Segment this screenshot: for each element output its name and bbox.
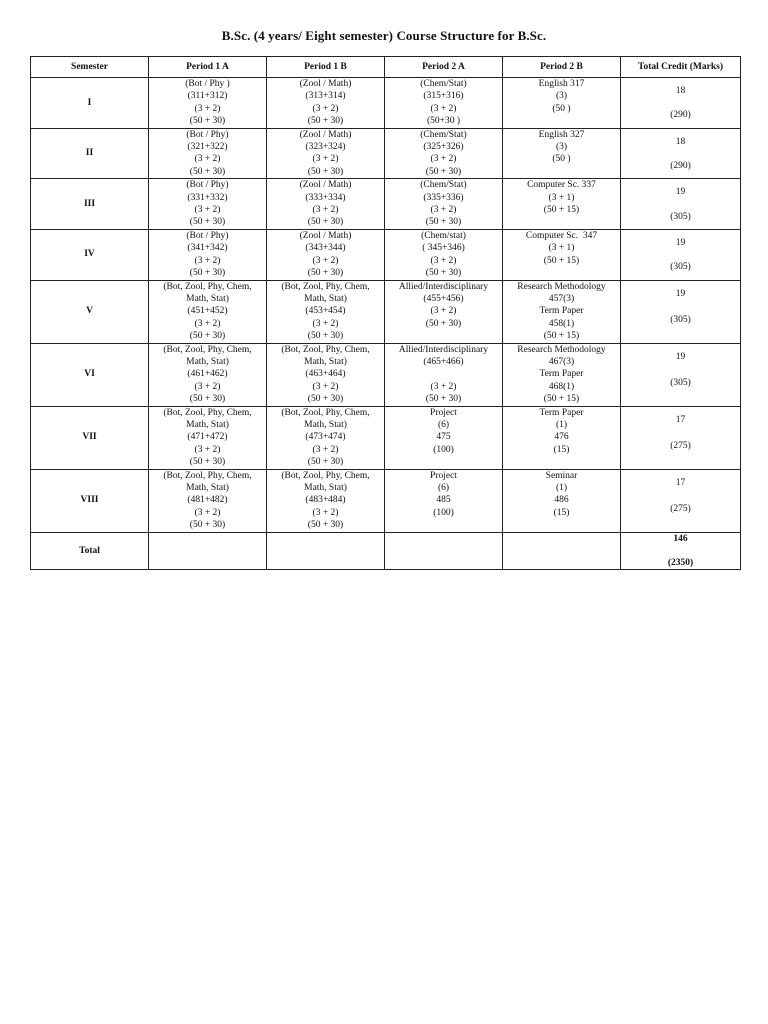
cell-line: Project	[430, 470, 457, 481]
total-empty-cell	[267, 532, 385, 570]
cell-line: (50 + 30)	[307, 457, 344, 468]
cell-line: (50 + 30)	[307, 394, 344, 405]
cell-line: (3 + 2)	[194, 154, 221, 165]
cell-line: Seminar	[545, 470, 578, 481]
period-2b-cell	[503, 179, 621, 230]
total-credit-cell	[621, 532, 741, 570]
cell-line: (313+314)	[305, 91, 346, 102]
cell-line: (Bot, Zool, Phy, Chem,	[281, 344, 370, 355]
cell-line: (473+474)	[305, 432, 346, 443]
cell-line: (50 + 15)	[543, 205, 580, 216]
header-total-credit: Total Credit (Marks)	[621, 57, 741, 78]
cell-line: (3 + 1)	[548, 192, 575, 203]
cell-line: (100)	[433, 507, 454, 518]
cell-line: (3 + 2)	[312, 318, 339, 329]
cell-line: (6)	[437, 419, 450, 430]
cell-line: Allied/Interdisciplinary	[398, 281, 489, 292]
total-empty-cell	[385, 532, 503, 570]
period-1b-cell	[267, 128, 385, 179]
cell-line: Term Paper	[539, 407, 584, 418]
credit-value: 17	[675, 477, 686, 488]
marks-value: (305)	[670, 211, 691, 222]
total-credit: 146	[673, 533, 688, 544]
cell-line: (3 + 2)	[430, 255, 457, 266]
cell-line: Project	[430, 407, 457, 418]
cell-line: (6)	[437, 483, 450, 493]
header-period-2a: Period 2 A	[385, 57, 503, 78]
cell-line: (15)	[553, 507, 570, 518]
period-1a-cell	[149, 78, 267, 129]
cell-line: (3 + 2)	[312, 103, 339, 114]
marks-value: (305)	[670, 314, 691, 325]
table-row	[31, 179, 741, 230]
cell-line: Research Methodology	[517, 281, 606, 292]
table-header-row	[31, 57, 741, 78]
cell-line: Term Paper	[539, 306, 584, 317]
cell-line: Math, Stat)	[304, 419, 347, 430]
total-credit-cell	[621, 280, 741, 343]
credit-value: 17	[675, 414, 686, 425]
total-row	[31, 532, 741, 570]
semester-label: VI	[31, 343, 149, 406]
cell-line: 457(3)	[548, 293, 575, 304]
cell-line: (323+324)	[305, 142, 346, 153]
cell-line: (461+462)	[187, 369, 228, 380]
cell-line: Allied/Interdisciplinary	[398, 344, 489, 355]
period-1b-cell	[267, 343, 385, 406]
cell-line: (315+316)	[423, 91, 464, 102]
cell-line: (333+334)	[305, 192, 346, 203]
marks-value: (305)	[670, 262, 691, 273]
cell-line: (50 + 30)	[189, 394, 226, 405]
cell-line: Math, Stat)	[186, 483, 229, 493]
cell-line: (50 + 30)	[425, 217, 462, 228]
cell-line: (Bot / Phy )	[185, 79, 230, 89]
period-1b-cell	[267, 406, 385, 469]
total-credit-cell	[621, 469, 741, 532]
cell-line: Math, Stat)	[304, 483, 347, 493]
cell-line: Computer Sc. 347	[525, 230, 598, 241]
cell-line: (335+336)	[423, 192, 464, 203]
cell-line: (3 + 2)	[312, 154, 339, 165]
cell-line: 458(1)	[548, 318, 575, 329]
period-1b-cell	[267, 179, 385, 230]
cell-line: (451+452)	[187, 306, 228, 317]
cell-line: (50 + 15)	[543, 255, 580, 266]
marks-value: (290)	[670, 110, 691, 121]
cell-line: (50 + 30)	[307, 331, 344, 342]
credit-value: 19	[675, 237, 686, 248]
period-2b-cell	[503, 229, 621, 280]
credit-value: 19	[675, 187, 686, 198]
cell-line: (3 + 1)	[548, 243, 575, 254]
cell-line: (471+472)	[187, 432, 228, 443]
period-1a-cell	[149, 280, 267, 343]
cell-line: 467(3)	[548, 356, 575, 367]
marks-value: (275)	[670, 440, 691, 451]
cell-line: (343+344)	[305, 243, 346, 254]
table-row	[31, 280, 741, 343]
cell-line: 468(1)	[548, 381, 575, 392]
semester-label: III	[31, 179, 149, 230]
period-1b-cell	[267, 280, 385, 343]
cell-line: (Chem/Stat)	[420, 180, 467, 191]
cell-line: Math, Stat)	[186, 356, 229, 367]
table-row	[31, 343, 741, 406]
period-2b-cell	[503, 469, 621, 532]
total-credit-cell	[621, 406, 741, 469]
table-row	[31, 78, 741, 129]
cell-line: (463+464)	[305, 369, 346, 380]
period-2b-cell	[503, 128, 621, 179]
header-period-1b: Period 1 B	[267, 57, 385, 78]
total-credit-cell	[621, 343, 741, 406]
period-2a-cell	[385, 78, 503, 129]
period-2a-cell	[385, 280, 503, 343]
semester-label: IV	[31, 229, 149, 280]
cell-line: (50 + 30)	[307, 520, 344, 531]
credit-value: 18	[675, 86, 686, 96]
semester-label: VII	[31, 406, 149, 469]
total-empty-cell	[503, 532, 621, 570]
cell-line: (Bot, Zool, Phy, Chem,	[163, 407, 252, 418]
cell-line: 476	[554, 432, 569, 443]
cell-line: (3 + 2)	[194, 318, 221, 329]
cell-line: (3 + 2)	[312, 507, 339, 518]
cell-line: (50 + 30)	[189, 331, 226, 342]
period-2a-cell	[385, 128, 503, 179]
cell-line: (311+312)	[187, 91, 228, 102]
cell-line	[387, 368, 500, 380]
cell-line: Term Paper	[539, 369, 584, 380]
cell-line: (3 + 2)	[194, 205, 221, 216]
cell-line: (50 + 15)	[543, 331, 580, 342]
semester-label: I	[31, 78, 149, 129]
total-credit-cell	[621, 229, 741, 280]
cell-line: Math, Stat)	[304, 356, 347, 367]
period-1b-cell	[267, 229, 385, 280]
total-credit-cell	[621, 128, 741, 179]
cell-line: (Bot / Phy)	[186, 230, 229, 241]
cell-line: (50 + 30)	[425, 318, 462, 329]
period-1a-cell	[149, 406, 267, 469]
period-1a-cell	[149, 179, 267, 230]
marks-value: (305)	[670, 377, 691, 388]
period-1a-cell	[149, 469, 267, 532]
cell-line: (Bot, Zool, Phy, Chem,	[281, 470, 370, 481]
cell-line: (50 + 30)	[189, 520, 226, 531]
cell-line: (100)	[433, 444, 454, 455]
cell-line: (3)	[555, 91, 568, 102]
cell-line: (50 + 30)	[307, 268, 344, 279]
cell-line: (Bot, Zool, Phy, Chem,	[281, 281, 370, 292]
cell-line: ( 345+346)	[422, 243, 465, 254]
cell-line: (341+342)	[187, 243, 228, 254]
cell-line: (3 + 2)	[194, 103, 221, 114]
cell-line: (Chem/stat)	[421, 230, 466, 241]
cell-line: (Zool / Math)	[299, 79, 352, 89]
cell-line: (50 )	[552, 103, 571, 114]
cell-line: (Bot, Zool, Phy, Chem,	[281, 407, 370, 418]
cell-line: (50 )	[552, 154, 571, 165]
table-row	[31, 469, 741, 532]
cell-line: (50 + 30)	[425, 394, 462, 405]
credit-value: 18	[675, 136, 686, 147]
cell-line: (3 + 2)	[194, 255, 221, 266]
header-period-1a: Period 1 A	[149, 57, 267, 78]
cell-line: (Chem/Stat)	[420, 129, 467, 140]
total-label: Total	[31, 532, 149, 570]
cell-line: (3 + 2)	[194, 444, 221, 455]
cell-line: (453+454)	[305, 306, 346, 317]
cell-line: (1)	[555, 419, 568, 430]
cell-line: (50 + 30)	[189, 166, 226, 177]
cell-line: (50 + 30)	[189, 116, 226, 127]
table-row	[31, 406, 741, 469]
period-2a-cell	[385, 229, 503, 280]
document-title: B.Sc. (4 years/ Eight semester) Course Structure for B.Sc.	[221, 28, 547, 43]
cell-line: (15)	[553, 444, 570, 455]
marks-value: (275)	[670, 504, 691, 514]
cell-line: 485	[436, 495, 451, 506]
cell-line: (325+326)	[423, 142, 464, 153]
cell-line: (50 + 30)	[189, 457, 226, 468]
credit-value: 19	[675, 351, 686, 362]
cell-line: (Bot, Zool, Phy, Chem,	[163, 344, 252, 355]
cell-line: (3)	[555, 142, 568, 153]
semester-label: II	[31, 128, 149, 179]
period-2b-cell	[503, 406, 621, 469]
marks-value: (290)	[670, 161, 691, 172]
cell-line: (Zool / Math)	[299, 129, 352, 140]
table-row	[31, 128, 741, 179]
cell-line: (1)	[555, 483, 568, 493]
cell-line: 475	[436, 432, 451, 443]
cell-line: (50 + 30)	[307, 116, 344, 127]
period-1a-cell	[149, 343, 267, 406]
cell-line: (465+466)	[423, 356, 464, 367]
cell-line: Computer Sc. 337	[527, 180, 596, 191]
cell-line: (50 + 15)	[543, 394, 580, 405]
cell-line: (321+322)	[187, 142, 228, 153]
cell-line: (50 + 30)	[307, 217, 344, 228]
header-period-2b: Period 2 B	[503, 57, 621, 78]
period-2b-cell	[503, 78, 621, 129]
period-2b-cell	[503, 280, 621, 343]
cell-line: (3 + 2)	[430, 381, 457, 392]
cell-line: (50+30 )	[426, 116, 461, 127]
cell-line: (483+484)	[305, 495, 346, 506]
total-credit-cell	[621, 78, 741, 129]
cell-line: (50 + 30)	[189, 268, 226, 279]
period-1b-cell	[267, 78, 385, 129]
period-1b-cell	[267, 469, 385, 532]
cell-line: (Bot, Zool, Phy, Chem,	[163, 281, 252, 292]
cell-line: Math, Stat)	[186, 293, 229, 304]
cell-line: (Chem/Stat)	[420, 79, 467, 89]
period-1a-cell	[149, 128, 267, 179]
period-1a-cell	[149, 229, 267, 280]
cell-line: (3 + 2)	[430, 154, 457, 165]
course-structure-table	[30, 56, 741, 570]
cell-line: (3 + 2)	[430, 205, 457, 216]
table-row	[31, 229, 741, 280]
cell-line: (Bot / Phy)	[186, 129, 229, 140]
total-credit-cell	[621, 179, 741, 230]
total-marks: (2350)	[667, 558, 694, 569]
period-2a-cell	[385, 406, 503, 469]
cell-line: (481+482)	[187, 495, 228, 506]
cell-line: (3 + 2)	[312, 255, 339, 266]
period-2a-cell	[385, 469, 503, 532]
cell-line: (Zool / Math)	[299, 180, 352, 191]
cell-line: (3 + 2)	[312, 381, 339, 392]
cell-line: (50 + 30)	[425, 268, 462, 279]
header-semester: Semester	[31, 57, 149, 78]
cell-line: (50 + 30)	[189, 217, 226, 228]
semester-label: V	[31, 280, 149, 343]
cell-line: Research Methodology	[517, 344, 606, 355]
period-2b-cell	[503, 343, 621, 406]
cell-line: English 327	[538, 129, 585, 140]
cell-line: (331+332)	[187, 192, 228, 203]
cell-line: (Zool / Math)	[299, 230, 352, 241]
credit-value: 19	[675, 288, 686, 299]
cell-line: (3 + 2)	[194, 507, 221, 518]
cell-line: English 317	[538, 79, 585, 89]
cell-line: (Bot, Zool, Phy, Chem,	[163, 470, 252, 481]
cell-line: (Bot / Phy)	[186, 180, 229, 191]
cell-line: (50 + 30)	[425, 166, 462, 177]
cell-line: (3 + 2)	[312, 205, 339, 216]
period-2a-cell	[385, 343, 503, 406]
cell-line: (455+456)	[423, 293, 464, 304]
cell-line: (3 + 2)	[430, 306, 457, 317]
total-empty-cell	[149, 532, 267, 570]
cell-line: (3 + 2)	[194, 381, 221, 392]
period-2a-cell	[385, 179, 503, 230]
cell-line: (3 + 2)	[430, 103, 457, 114]
cell-line: 486	[554, 495, 569, 506]
semester-label: VIII	[31, 469, 149, 532]
cell-line: (50 + 30)	[307, 166, 344, 177]
cell-line: (3 + 2)	[312, 444, 339, 455]
cell-line: Math, Stat)	[304, 293, 347, 304]
cell-line: Math, Stat)	[186, 419, 229, 430]
